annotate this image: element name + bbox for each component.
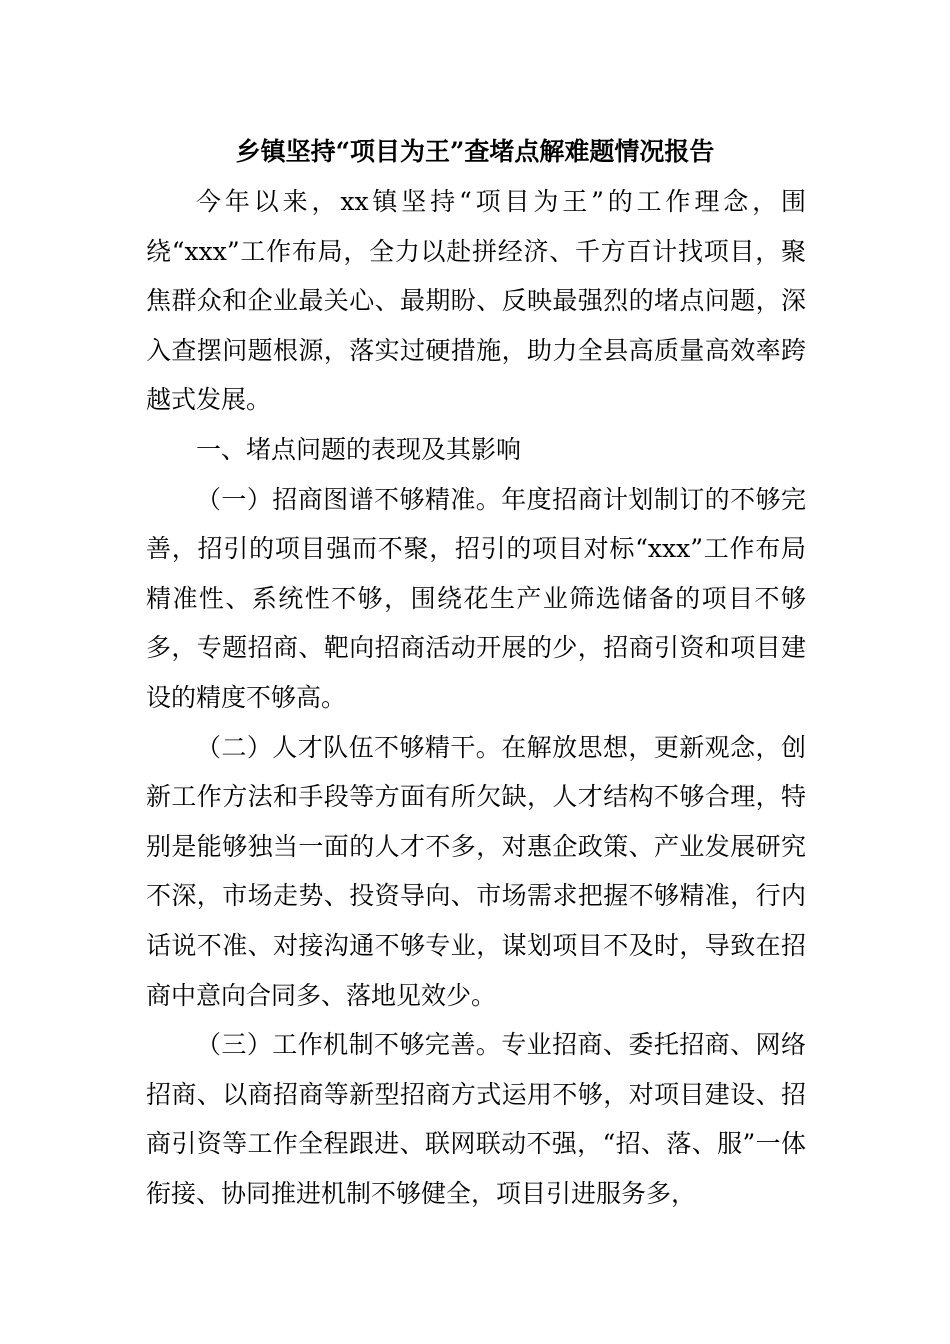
intro-paragraph: 今年以来，xx镇坚持“项目为王”的工作理念，围绕“xxx”工作布局，全力以赴拼经济、千方百计找项目，聚焦群众和企业最关心、最期盼、反映最强烈的堵点问题，深入查摆问题根源，落实过硬措施，助力全县高质量高效率跨越式发展。	[146, 187, 806, 415]
paragraph-2: （二）人才队伍不够精干。在解放思想，更新观念，创新工作方法和手段等方面有所欠缺，人才结构不够合理，特别是能够独当一面的人才不多，对惠企政策、产业发展研究不深，市场走势、投资导向、市场需求把握不够精准，行内话说不准、对接沟通不够专业，谋划项目不及时，导致在招商中意向合同多、落地见效少。	[146, 732, 806, 1010]
document-title: 乡镇坚持“项目为王”查堵点解难题情况报告	[235, 137, 715, 166]
paragraph-1: （一）招商图谱不够精准。年度招商计划制订的不够完善，招引的项目强而不聚，招引的项目对标“xxx”工作布局精准性、系统性不够，围绕花生产业筛选储备的项目不够多，专题招商、靶向招商活动开展的少，招商引资和项目建设的精度不够高。	[146, 484, 806, 712]
section-heading: 一、堵点问题的表现及其影响	[196, 434, 522, 464]
document-body	[146, 177, 806, 1218]
paragraph-3: （三）工作机制不够完善。专业招商、委托招商、网络招商、以商招商等新型招商方式运用不够，对项目建设、招商引资等工作全程跟进、联网联动不强，“招、落、服”一体衔接、协同推进机制不够健全，项目引进服务多，	[146, 1030, 806, 1208]
